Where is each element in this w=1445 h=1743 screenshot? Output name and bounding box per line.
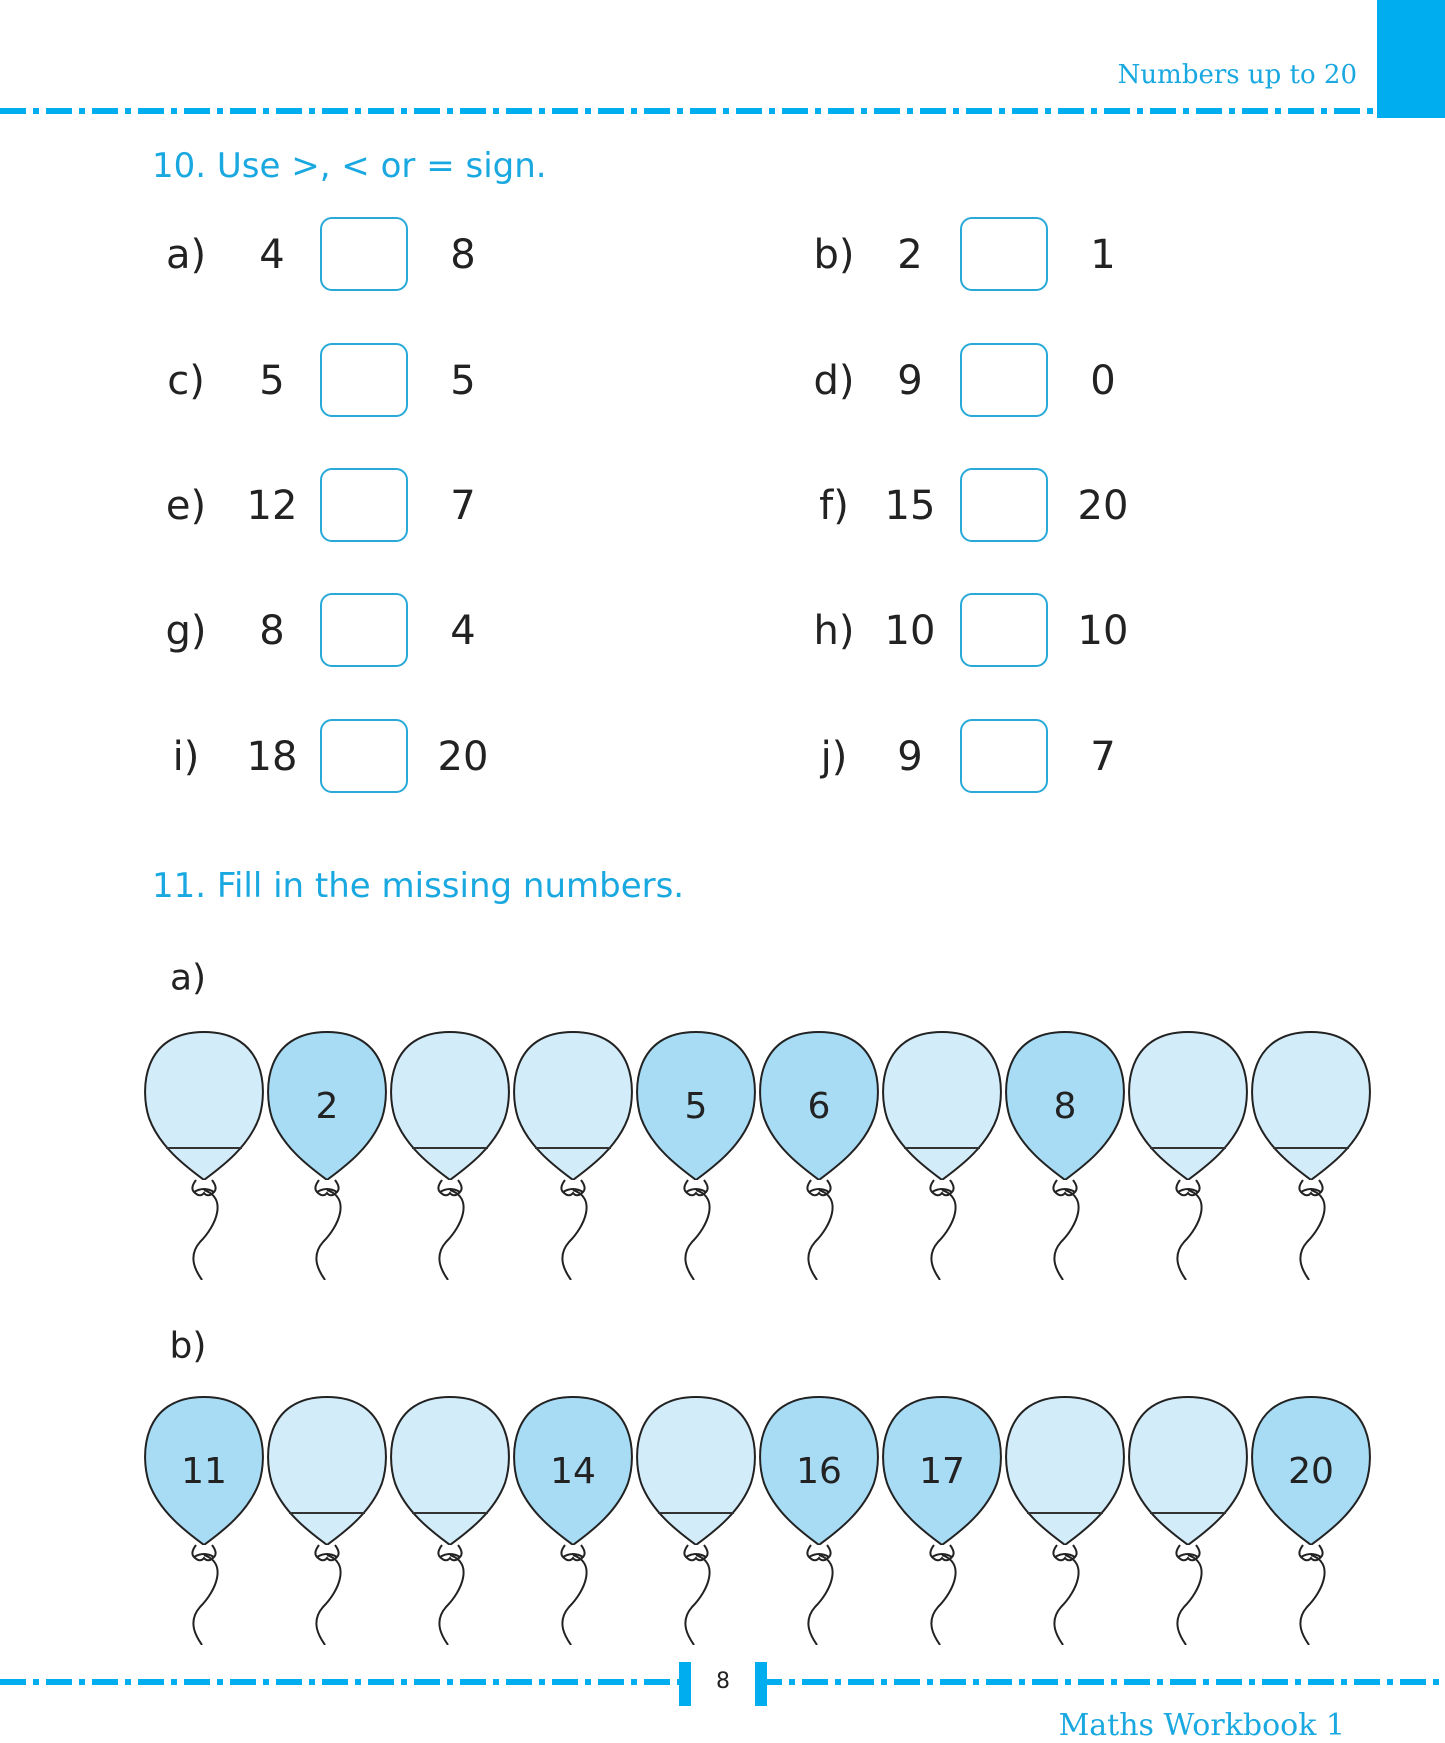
balloon-number: 16 [796,1451,842,1492]
answer-box[interactable] [960,593,1048,667]
balloon[interactable] [268,1397,386,1645]
balloon [1006,1032,1124,1280]
left-number: 5 [259,358,285,404]
balloon-row-a [0,1030,1445,1280]
footer-dash-divider-right [756,1678,1445,1686]
item-label: d) [813,358,855,404]
balloon [145,1397,263,1645]
corner-tab [1377,0,1445,118]
item-label: j) [820,734,848,780]
balloon[interactable] [1252,1032,1370,1280]
balloon-number: 6 [807,1086,831,1127]
item-label: h) [813,608,855,654]
right-number: 7 [450,483,476,529]
right-number: 4 [450,608,476,654]
balloon[interactable] [1129,1032,1247,1280]
chapter-title: Numbers up to 20 [1117,60,1357,90]
left-number: 18 [246,734,298,780]
left-number: 15 [884,483,936,529]
balloon [514,1397,632,1645]
question-11-heading: 11. Fill in the missing numbers. [152,866,685,906]
page-number: 8 [716,1669,730,1694]
balloon [268,1032,386,1280]
item-label: c) [167,358,205,404]
item-label: a) [165,232,207,278]
balloon-number: 20 [1288,1451,1334,1492]
answer-box[interactable] [960,468,1048,542]
item-label: e) [165,483,207,529]
balloon-row-b [0,1395,1445,1645]
answer-box[interactable] [320,343,408,417]
balloon [637,1032,755,1280]
item-label: i) [172,734,200,780]
balloon-number: 8 [1053,1086,1077,1127]
balloon[interactable] [1006,1397,1124,1645]
balloon[interactable] [637,1397,755,1645]
balloon [1252,1397,1370,1645]
question-10-heading: 10. Use >, < or = sign. [152,146,547,186]
answer-box[interactable] [960,343,1048,417]
answer-box[interactable] [960,217,1048,291]
right-number: 0 [1090,358,1116,404]
answer-box[interactable] [320,217,408,291]
left-number: 2 [897,232,923,278]
right-number: 5 [450,358,476,404]
balloon[interactable] [1129,1397,1247,1645]
item-label: g) [165,608,207,654]
balloon-number: 11 [181,1451,227,1492]
balloon [883,1397,1001,1645]
header-dash-divider [0,107,1380,115]
left-number: 10 [884,608,936,654]
balloon[interactable] [391,1032,509,1280]
balloon-number: 14 [550,1451,596,1492]
balloon[interactable] [883,1032,1001,1280]
left-number: 9 [897,358,923,404]
right-number: 20 [1077,483,1129,529]
answer-box[interactable] [320,719,408,793]
balloon [760,1397,878,1645]
part-a-label: a) [169,957,207,999]
left-number: 9 [897,734,923,780]
right-number: 1 [1090,232,1116,278]
balloon [760,1032,878,1280]
right-number: 7 [1090,734,1116,780]
balloon[interactable] [514,1032,632,1280]
item-label: b) [813,232,855,278]
left-number: 12 [246,483,298,529]
answer-box[interactable] [320,468,408,542]
item-label: f) [819,483,849,529]
balloon[interactable] [391,1397,509,1645]
balloon-number: 2 [315,1086,339,1127]
answer-box[interactable] [320,593,408,667]
footer-dash-divider-left [0,1678,690,1686]
answer-box[interactable] [960,719,1048,793]
left-number: 8 [259,608,285,654]
right-number: 20 [437,734,489,780]
balloon-number: 17 [919,1451,965,1492]
balloon-number: 5 [684,1086,708,1127]
balloon[interactable] [145,1032,263,1280]
book-title: Maths Workbook 1 [1058,1708,1345,1743]
part-b-label: b) [169,1325,207,1367]
right-number: 8 [450,232,476,278]
left-number: 4 [259,232,285,278]
right-number: 10 [1077,608,1129,654]
